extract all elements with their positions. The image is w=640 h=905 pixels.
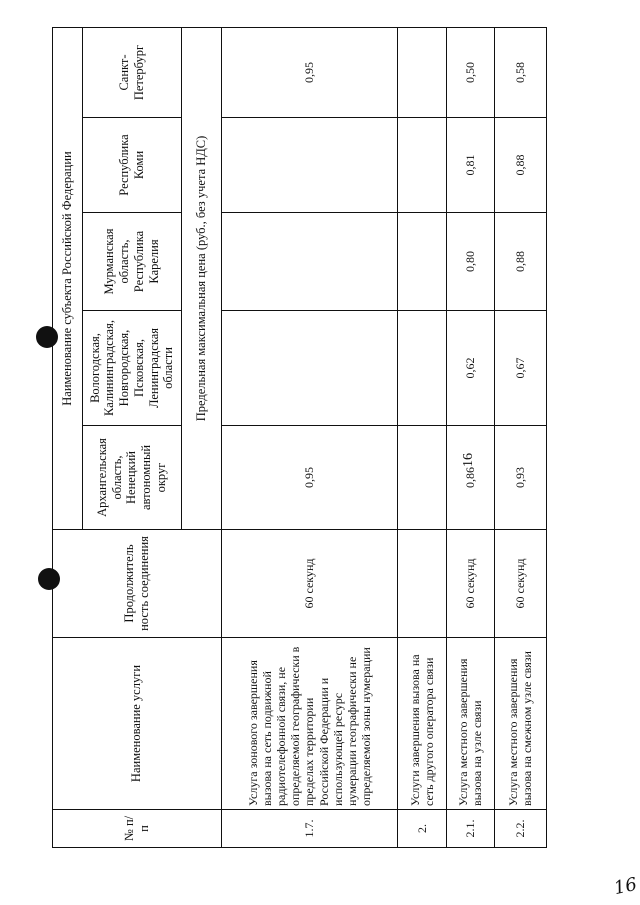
header-service: Наименование услуги [53, 638, 222, 810]
row-value: 0,50 [446, 27, 494, 117]
row-value: 0,58 [494, 27, 546, 117]
row-value: 0,88 [494, 213, 546, 311]
row-value: 0,67 [494, 311, 546, 426]
row-duration [398, 530, 446, 638]
row-num: 2.2. [494, 810, 546, 848]
header-price: Предельная максимальная цена (руб., без учета НДС) [181, 27, 221, 529]
row-service: Услуги завершения вызова на сеть другого оператора связи [398, 638, 446, 810]
header-region-spb: Санкт-Петербург [83, 27, 181, 117]
row-service: Услуга местного завершения вызова на смежном узле связи [494, 638, 546, 810]
row-duration: 60 секунд [446, 530, 494, 638]
row-duration: 60 секунд [494, 530, 546, 638]
row-service: Услуга зонового завершения вызова на сеть подвижной радиотелефонной связи, не определяемой географически в пределах территории Российской Федерации и использующей ресурс нумерации географически не определяемой зоны нумерации [221, 638, 398, 810]
table-row [221, 27, 398, 847]
row-num: 1.7. [221, 810, 398, 848]
row-value [398, 426, 446, 530]
tariff-table-wrapper [52, 28, 547, 848]
row-value: 0,93 [494, 426, 546, 530]
row-value [398, 118, 446, 213]
row-service: Услуга местного завершения вызова на узле связи [446, 638, 494, 810]
handwritten-page-number: 16 [612, 873, 639, 900]
row-num: 2. [398, 810, 446, 848]
row-value: 0,81 [446, 118, 494, 213]
row-value [398, 311, 446, 426]
table-row [446, 27, 494, 847]
page-number: 16 [461, 453, 476, 467]
header-region-komi: Республика Коми [83, 118, 181, 213]
header-subject: Наименование субъекта Российской Федерации [53, 27, 83, 529]
row-value [221, 213, 398, 311]
tariff-table [52, 27, 547, 848]
header-num: № п/п [53, 810, 222, 848]
row-value: 0,80 [446, 213, 494, 311]
header-region-vologda: Вологодская, Калининградская, Новгородская, Псковская, Ленинградская области [83, 311, 181, 426]
row-duration: 60 секунд [221, 530, 398, 638]
table-row [494, 27, 546, 847]
row-value: 0,86 [446, 426, 494, 530]
row-value: 0,95 [221, 27, 398, 117]
row-value: 0,95 [221, 426, 398, 530]
header-duration: Продолжитель ность соединения [53, 530, 222, 638]
row-value [221, 118, 398, 213]
header-region-arkhangelsk: Архангельская область, Ненецкий автономный округ [83, 426, 181, 530]
row-value [398, 213, 446, 311]
row-num: 2.1. [446, 810, 494, 848]
header-region-murmansk: Мурманская область, Республика Карелия [83, 213, 181, 311]
row-value: 0,62 [446, 311, 494, 426]
row-value [221, 311, 398, 426]
table-row [398, 27, 446, 847]
row-value: 0,88 [494, 118, 546, 213]
row-value [398, 27, 446, 117]
